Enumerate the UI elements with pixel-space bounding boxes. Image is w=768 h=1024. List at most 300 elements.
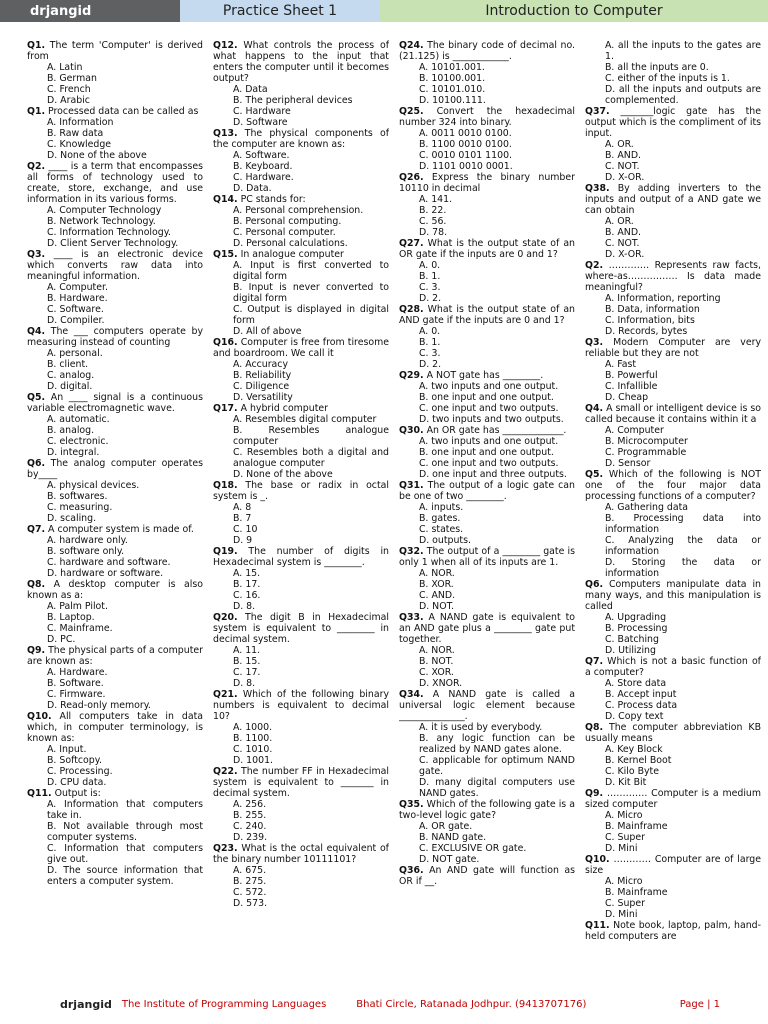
answer-option: D. PC. bbox=[47, 634, 76, 645]
question bbox=[399, 689, 575, 799]
question bbox=[585, 656, 761, 722]
question-number: Q14. bbox=[213, 194, 238, 205]
question-number: Q11. bbox=[27, 788, 52, 799]
answer-option: A. Input is first converted to digital form bbox=[233, 260, 389, 282]
question-stem: What is the output state of an AND gate if the inputs are 0 and 1? bbox=[399, 304, 575, 326]
option-list bbox=[233, 205, 389, 249]
answer-option: A. personal. bbox=[47, 348, 103, 359]
answer-option: A. Upgrading bbox=[605, 612, 667, 623]
option-list bbox=[47, 348, 203, 392]
answer-option: B. Hardware. bbox=[47, 293, 108, 304]
question bbox=[399, 425, 575, 480]
answer-option: C. French bbox=[47, 84, 91, 95]
question-number: Q10. bbox=[27, 711, 52, 722]
question-text bbox=[27, 161, 203, 205]
answer-option: B. Data, information bbox=[605, 304, 700, 315]
column-4 bbox=[585, 40, 761, 992]
page-footer bbox=[60, 995, 720, 1013]
answer-option: B. all the inputs are 0. bbox=[605, 62, 709, 73]
question-number: Q15. bbox=[213, 249, 238, 260]
question-text bbox=[27, 524, 203, 535]
question-stem: The base or radix in octal system is _. bbox=[213, 480, 389, 502]
question-stem: A computer system is made of. bbox=[48, 524, 194, 535]
question-stem: _______logic gate has the output which is the compliment of its input. bbox=[585, 106, 761, 139]
answer-option: C. 572. bbox=[233, 887, 267, 898]
answer-option: C. one input and two outputs. bbox=[419, 403, 559, 414]
answer-option: B. Kernel Boot bbox=[605, 755, 672, 766]
question-text bbox=[27, 326, 203, 348]
answer-option: B. client. bbox=[47, 359, 89, 370]
option-list bbox=[419, 260, 575, 304]
answer-option: A. 8 bbox=[233, 502, 252, 513]
answer-option: B. softwares. bbox=[47, 491, 108, 502]
option-list bbox=[233, 799, 389, 843]
question-text bbox=[27, 249, 203, 282]
question-number: Q10. bbox=[585, 854, 610, 865]
page-header bbox=[0, 0, 768, 26]
question-text bbox=[585, 579, 761, 612]
answer-option: D. many digital computers use NAND gates. bbox=[419, 777, 575, 799]
question bbox=[399, 172, 575, 238]
question-text bbox=[399, 238, 575, 260]
question-text bbox=[213, 689, 389, 722]
answer-option: A. Computer bbox=[605, 425, 664, 436]
answer-option: A. Gathering data bbox=[605, 502, 689, 513]
option-list bbox=[233, 502, 389, 546]
answer-option: B. Network Technology. bbox=[47, 216, 156, 227]
question-number: Q3. bbox=[27, 249, 46, 260]
question bbox=[585, 854, 761, 920]
question-text bbox=[585, 722, 761, 744]
question-stem: Computer is free from tiresome and boardroom. We call it bbox=[213, 337, 389, 359]
question-number: Q5. bbox=[27, 392, 46, 403]
answer-option: B. The peripheral devices bbox=[233, 95, 353, 106]
answer-option: B. Processing bbox=[605, 623, 668, 634]
question bbox=[585, 260, 761, 337]
answer-option: C. 16. bbox=[233, 590, 261, 601]
option-list bbox=[605, 876, 761, 920]
answer-option: A. 256. bbox=[233, 799, 267, 810]
answer-option: C. Super bbox=[605, 832, 645, 843]
answer-option: D. Personal calculations. bbox=[233, 238, 348, 249]
header-sheet-title: Practice Sheet 1 bbox=[180, 0, 380, 22]
answer-option: C. 1010. bbox=[233, 744, 273, 755]
answer-option: D. scaling. bbox=[47, 513, 97, 524]
column-3 bbox=[399, 40, 575, 992]
answer-option: B. 7 bbox=[233, 513, 252, 524]
answer-option: A. Store data bbox=[605, 678, 667, 689]
question-stem: A NAND gate is called a universal logic element because ______________. bbox=[399, 689, 575, 722]
question bbox=[213, 843, 389, 909]
answer-option: A. Computer Technology bbox=[47, 205, 162, 216]
answer-option: D. Utilizing bbox=[605, 645, 656, 656]
answer-option: A. Resembles digital computer bbox=[233, 414, 377, 425]
answer-option: D. X-OR. bbox=[605, 172, 645, 183]
answer-option: D. None of the above bbox=[233, 469, 333, 480]
option-list bbox=[233, 84, 389, 128]
answer-option: B. one input and one output. bbox=[419, 447, 554, 458]
answer-option: B. 22. bbox=[419, 205, 447, 216]
answer-option: D. The source information that enters a computer system. bbox=[47, 865, 203, 887]
answer-option: B. Accept input bbox=[605, 689, 677, 700]
option-list bbox=[47, 744, 203, 788]
question-text bbox=[399, 304, 575, 326]
question-stem: Note book, laptop, palm, hand-held computers are bbox=[585, 920, 761, 942]
answer-option: A. 141. bbox=[419, 194, 453, 205]
answer-option: C. applicable for optimum NAND gate. bbox=[419, 755, 575, 777]
question-number: Q37. bbox=[585, 106, 610, 117]
question-text bbox=[585, 656, 761, 678]
option-list bbox=[47, 799, 203, 887]
question bbox=[213, 40, 389, 128]
answer-option: D. Sensor bbox=[605, 458, 651, 469]
answer-option: B. 10100.001. bbox=[419, 73, 486, 84]
answer-option: A. OR. bbox=[605, 216, 634, 227]
question-text bbox=[213, 337, 389, 359]
answer-option: C. XOR. bbox=[419, 667, 454, 678]
question-stem: The digit B in Hexadecimal system is equivalent to ________ in decimal system. bbox=[213, 612, 389, 645]
question bbox=[213, 480, 389, 546]
question bbox=[27, 161, 203, 249]
question-number: Q4. bbox=[585, 403, 604, 414]
question bbox=[27, 249, 203, 326]
question-number: Q4. bbox=[27, 326, 46, 337]
option-list bbox=[605, 810, 761, 854]
answer-option: B. 255. bbox=[233, 810, 267, 821]
question bbox=[27, 106, 203, 161]
answer-option: B. XOR. bbox=[419, 579, 454, 590]
question bbox=[585, 337, 761, 403]
answer-option: C. 0010 0101 1100. bbox=[419, 150, 513, 161]
answer-option: D. 573. bbox=[233, 898, 268, 909]
answer-option: A. 675. bbox=[233, 865, 267, 876]
answer-option: B. analog. bbox=[47, 425, 95, 436]
question-stem: The analog computer operates by____ bbox=[27, 458, 203, 480]
answer-option: C. Personal computer. bbox=[233, 227, 336, 238]
answer-option: C. Hardware. bbox=[233, 172, 294, 183]
answer-option: D. Records, bytes bbox=[605, 326, 688, 337]
question-stem: Modern Computer are very reliable but they are not bbox=[585, 337, 761, 359]
answer-option: D. Client Server Technology. bbox=[47, 238, 179, 249]
question-number: Q28. bbox=[399, 304, 424, 315]
question-number: Q18. bbox=[213, 480, 238, 491]
answer-option: C. Information Technology. bbox=[47, 227, 171, 238]
option-list bbox=[47, 667, 203, 711]
option-list bbox=[419, 645, 575, 689]
answer-option: C. Mainframe. bbox=[47, 623, 113, 634]
question-number: Q23. bbox=[213, 843, 238, 854]
question-stem: The term 'Computer' is derived from bbox=[27, 40, 203, 62]
answer-option: D. 8. bbox=[233, 601, 256, 612]
question bbox=[585, 920, 761, 942]
question-text bbox=[213, 480, 389, 502]
question-stem: What is the output state of an OR gate if the inputs are 0 and 1? bbox=[399, 238, 575, 260]
answer-option: D. 78. bbox=[419, 227, 448, 238]
option-list bbox=[419, 722, 575, 799]
question-number: Q38. bbox=[585, 183, 610, 194]
answer-option: D. Kit Bit bbox=[605, 777, 647, 788]
question bbox=[27, 711, 203, 788]
answer-option: B. AND. bbox=[605, 150, 642, 161]
footer-page-number: Page | 1 bbox=[679, 998, 720, 1010]
question bbox=[585, 722, 761, 788]
question-stem: …………. Computer is a medium sized computer bbox=[585, 788, 761, 810]
answer-option: B. Mainframe bbox=[605, 821, 668, 832]
answer-option: A. physical devices. bbox=[47, 480, 140, 491]
question bbox=[213, 766, 389, 843]
answer-option: A. Micro bbox=[605, 876, 643, 887]
question-text bbox=[399, 546, 575, 568]
option-list bbox=[605, 678, 761, 722]
answer-option: D. two inputs and two outputs. bbox=[419, 414, 564, 425]
question-stem: Express the binary number 10110 in decimal bbox=[399, 172, 575, 194]
question-text bbox=[585, 788, 761, 810]
answer-option: B. any logic function can be realized by NAND gates alone. bbox=[419, 733, 575, 755]
answer-option: B. gates. bbox=[419, 513, 461, 524]
question-number: Q32. bbox=[399, 546, 424, 557]
answer-option: D. All of above bbox=[233, 326, 302, 337]
question-number: Q2. bbox=[27, 161, 46, 172]
question bbox=[213, 337, 389, 403]
option-list bbox=[233, 359, 389, 403]
question-number: Q17. bbox=[213, 403, 238, 414]
question-text bbox=[213, 546, 389, 568]
answer-option: B. AND. bbox=[605, 227, 642, 238]
question bbox=[27, 40, 203, 106]
question-stem: ____ is an electronic device which converts raw data into meaningful information. bbox=[27, 249, 203, 282]
answer-option: D. Copy text bbox=[605, 711, 664, 722]
header-brand: drjangid bbox=[0, 0, 180, 22]
answer-option: D. 1001. bbox=[233, 755, 274, 766]
answer-option: A. Information bbox=[47, 117, 114, 128]
option-list bbox=[233, 722, 389, 766]
answer-option: C. analog. bbox=[47, 370, 95, 381]
option-list bbox=[419, 502, 575, 546]
option-list bbox=[233, 865, 389, 909]
question bbox=[213, 128, 389, 194]
answer-option: A. 10101.001. bbox=[419, 62, 485, 73]
question-text bbox=[27, 40, 203, 62]
answer-option: C. 10 bbox=[233, 524, 258, 535]
question-number: Q35. bbox=[399, 799, 424, 810]
answer-option: C. states. bbox=[419, 524, 464, 535]
question-text bbox=[213, 40, 389, 84]
question-stem: A hybrid computer bbox=[240, 403, 328, 414]
answer-option: D. Mini bbox=[605, 909, 638, 920]
option-list bbox=[605, 502, 761, 579]
answer-option: A. two inputs and one output. bbox=[419, 436, 559, 447]
question-number: Q27. bbox=[399, 238, 424, 249]
question-number: Q7. bbox=[585, 656, 604, 667]
answer-option: A. it is used by everybody. bbox=[419, 722, 543, 733]
answer-option: C. AND. bbox=[419, 590, 456, 601]
answer-option: A. 1000. bbox=[233, 722, 273, 733]
question-stem: Computers manipulate data in many ways, and this manipulation is called bbox=[585, 579, 761, 612]
option-list bbox=[47, 480, 203, 524]
question-text bbox=[27, 392, 203, 414]
answer-option: B. 1100. bbox=[233, 733, 273, 744]
answer-option: A. Information that computers take in. bbox=[47, 799, 203, 821]
option-list bbox=[233, 260, 389, 337]
answer-option: A. 0. bbox=[419, 260, 441, 271]
option-list bbox=[47, 117, 203, 161]
answer-option: A. 15. bbox=[233, 568, 261, 579]
question-number: Q9. bbox=[585, 788, 604, 799]
footer-brand: drjangid bbox=[60, 997, 112, 1011]
option-list bbox=[233, 568, 389, 612]
answer-option: D. Versatility bbox=[233, 392, 293, 403]
answer-option: D. 2. bbox=[419, 293, 442, 304]
answer-option: C. Programmable bbox=[605, 447, 687, 458]
answer-option: C. either of the inputs is 1. bbox=[605, 73, 730, 84]
answer-option: A. 11. bbox=[233, 645, 261, 656]
question bbox=[399, 865, 575, 887]
question-stem: A NAND gate is equivalent to an AND gate plus a ________ gate put together. bbox=[399, 612, 575, 645]
question-number: Q11. bbox=[585, 920, 610, 931]
question-columns bbox=[27, 40, 768, 992]
answer-option: D. 239. bbox=[233, 832, 268, 843]
question-stem: PC stands for: bbox=[240, 194, 306, 205]
question bbox=[213, 194, 389, 249]
answer-option: A. Software. bbox=[233, 150, 290, 161]
answer-option: D. None of the above bbox=[47, 150, 147, 161]
answer-option: C. Firmware. bbox=[47, 689, 106, 700]
question bbox=[27, 579, 203, 645]
question-number: Q16. bbox=[213, 337, 238, 348]
answer-option: C. 17. bbox=[233, 667, 261, 678]
question bbox=[27, 524, 203, 579]
question-text bbox=[27, 106, 203, 117]
answer-option: B. Powerful bbox=[605, 370, 658, 381]
question-text bbox=[585, 403, 761, 425]
question-text bbox=[213, 403, 389, 414]
option-list bbox=[605, 293, 761, 337]
answer-option: A. OR. bbox=[605, 139, 634, 150]
question-text bbox=[399, 106, 575, 128]
question bbox=[27, 645, 203, 711]
answer-option: B. Raw data bbox=[47, 128, 104, 139]
answer-option: B. NOT. bbox=[419, 656, 454, 667]
question-stem: The output of a logic gate can be one of two ________. bbox=[399, 480, 575, 502]
question-text bbox=[585, 854, 761, 876]
question-stem: The binary code of decimal no. (21.125) is ____________. bbox=[399, 40, 575, 62]
question-text bbox=[399, 425, 575, 436]
answer-option: A. hardware only. bbox=[47, 535, 128, 546]
option-list bbox=[419, 821, 575, 865]
question-number: Q6. bbox=[27, 458, 46, 469]
answer-option: A. NOR. bbox=[419, 568, 455, 579]
option-list bbox=[605, 425, 761, 469]
answer-option: B. Processing data into information bbox=[605, 513, 761, 535]
question bbox=[399, 480, 575, 546]
answer-option: D. X-OR. bbox=[605, 249, 645, 260]
question-number: Q1. bbox=[27, 106, 46, 117]
answer-option: A. Accuracy bbox=[233, 359, 289, 370]
answer-option: A. inputs. bbox=[419, 502, 464, 513]
answer-option: C. Processing. bbox=[47, 766, 113, 777]
question-text bbox=[27, 711, 203, 744]
question-number: Q21. bbox=[213, 689, 238, 700]
question bbox=[399, 612, 575, 689]
question-text bbox=[399, 370, 575, 381]
answer-option: D. 8. bbox=[233, 678, 256, 689]
answer-option: B. Mainframe bbox=[605, 887, 668, 898]
question-stem: An AND gate will function as OR if __. bbox=[399, 865, 575, 887]
question-stem: A small or intelligent device is so called because it contains within it a bbox=[585, 403, 761, 425]
answer-option: A. 0. bbox=[419, 326, 441, 337]
answer-option: A. Latin bbox=[47, 62, 83, 73]
answer-option: D. integral. bbox=[47, 447, 100, 458]
answer-option: B. Personal computing. bbox=[233, 216, 342, 227]
option-list bbox=[47, 535, 203, 579]
question-text bbox=[399, 799, 575, 821]
question-stem: The computer abbreviation KB usually means bbox=[585, 722, 761, 744]
question bbox=[399, 799, 575, 865]
answer-option: A. NOR. bbox=[419, 645, 455, 656]
question bbox=[213, 689, 389, 766]
answer-option: B. NAND gate. bbox=[419, 832, 487, 843]
question-text bbox=[399, 865, 575, 887]
question bbox=[585, 403, 761, 469]
answer-option: C. Software. bbox=[47, 304, 104, 315]
option-list bbox=[419, 436, 575, 480]
answer-option: C. hardware and software. bbox=[47, 557, 171, 568]
question-text bbox=[399, 40, 575, 62]
answer-option: B. 1100 0010 0100. bbox=[419, 139, 512, 150]
question-stem: Which of the following gate is a two-level logic gate? bbox=[399, 799, 575, 821]
answer-option: B. Laptop. bbox=[47, 612, 95, 623]
answer-option: C. Hardware bbox=[233, 106, 291, 117]
answer-option: D. Arabic bbox=[47, 95, 90, 106]
answer-option: D. Read-only memory. bbox=[47, 700, 151, 711]
answer-option: C. Kilo Byte bbox=[605, 766, 660, 777]
answer-option: C. Diligence bbox=[233, 381, 290, 392]
answer-option: A. Micro bbox=[605, 810, 643, 821]
answer-option: D. NOT. bbox=[419, 601, 455, 612]
answer-option: C. Process data bbox=[605, 700, 678, 711]
option-list bbox=[605, 216, 761, 260]
answer-option: D. hardware or software. bbox=[47, 568, 164, 579]
option-list bbox=[233, 150, 389, 194]
answer-option: C. Analyzing the data or information bbox=[605, 535, 761, 557]
question-number: Q5. bbox=[585, 469, 604, 480]
column-1 bbox=[27, 40, 203, 992]
question-text bbox=[27, 645, 203, 667]
question-text bbox=[399, 612, 575, 645]
answer-option: D. one input and three outputs. bbox=[419, 469, 567, 480]
question-number: Q36. bbox=[399, 865, 424, 876]
answer-option: C. Batching bbox=[605, 634, 659, 645]
question-stem: By adding inverters to the inputs and output of a AND gate we can obtain bbox=[585, 183, 761, 216]
question-number: Q12. bbox=[213, 40, 238, 51]
question bbox=[399, 238, 575, 304]
answer-option: D. Mini bbox=[605, 843, 638, 854]
question-number: Q6. bbox=[585, 579, 604, 590]
option-list bbox=[47, 414, 203, 458]
question bbox=[585, 579, 761, 656]
question bbox=[213, 249, 389, 337]
answer-option: B. Software. bbox=[47, 678, 104, 689]
question-number: Q24. bbox=[399, 40, 424, 51]
question-text bbox=[213, 843, 389, 865]
question-stem: The number of digits in Hexadecimal system is ________. bbox=[213, 546, 389, 568]
answer-option: C. EXCLUSIVE OR gate. bbox=[419, 843, 527, 854]
question-text bbox=[27, 458, 203, 480]
question bbox=[585, 40, 761, 106]
question-number: Q29. bbox=[399, 370, 424, 381]
answer-option: D. 9 bbox=[233, 535, 253, 546]
question bbox=[27, 326, 203, 392]
